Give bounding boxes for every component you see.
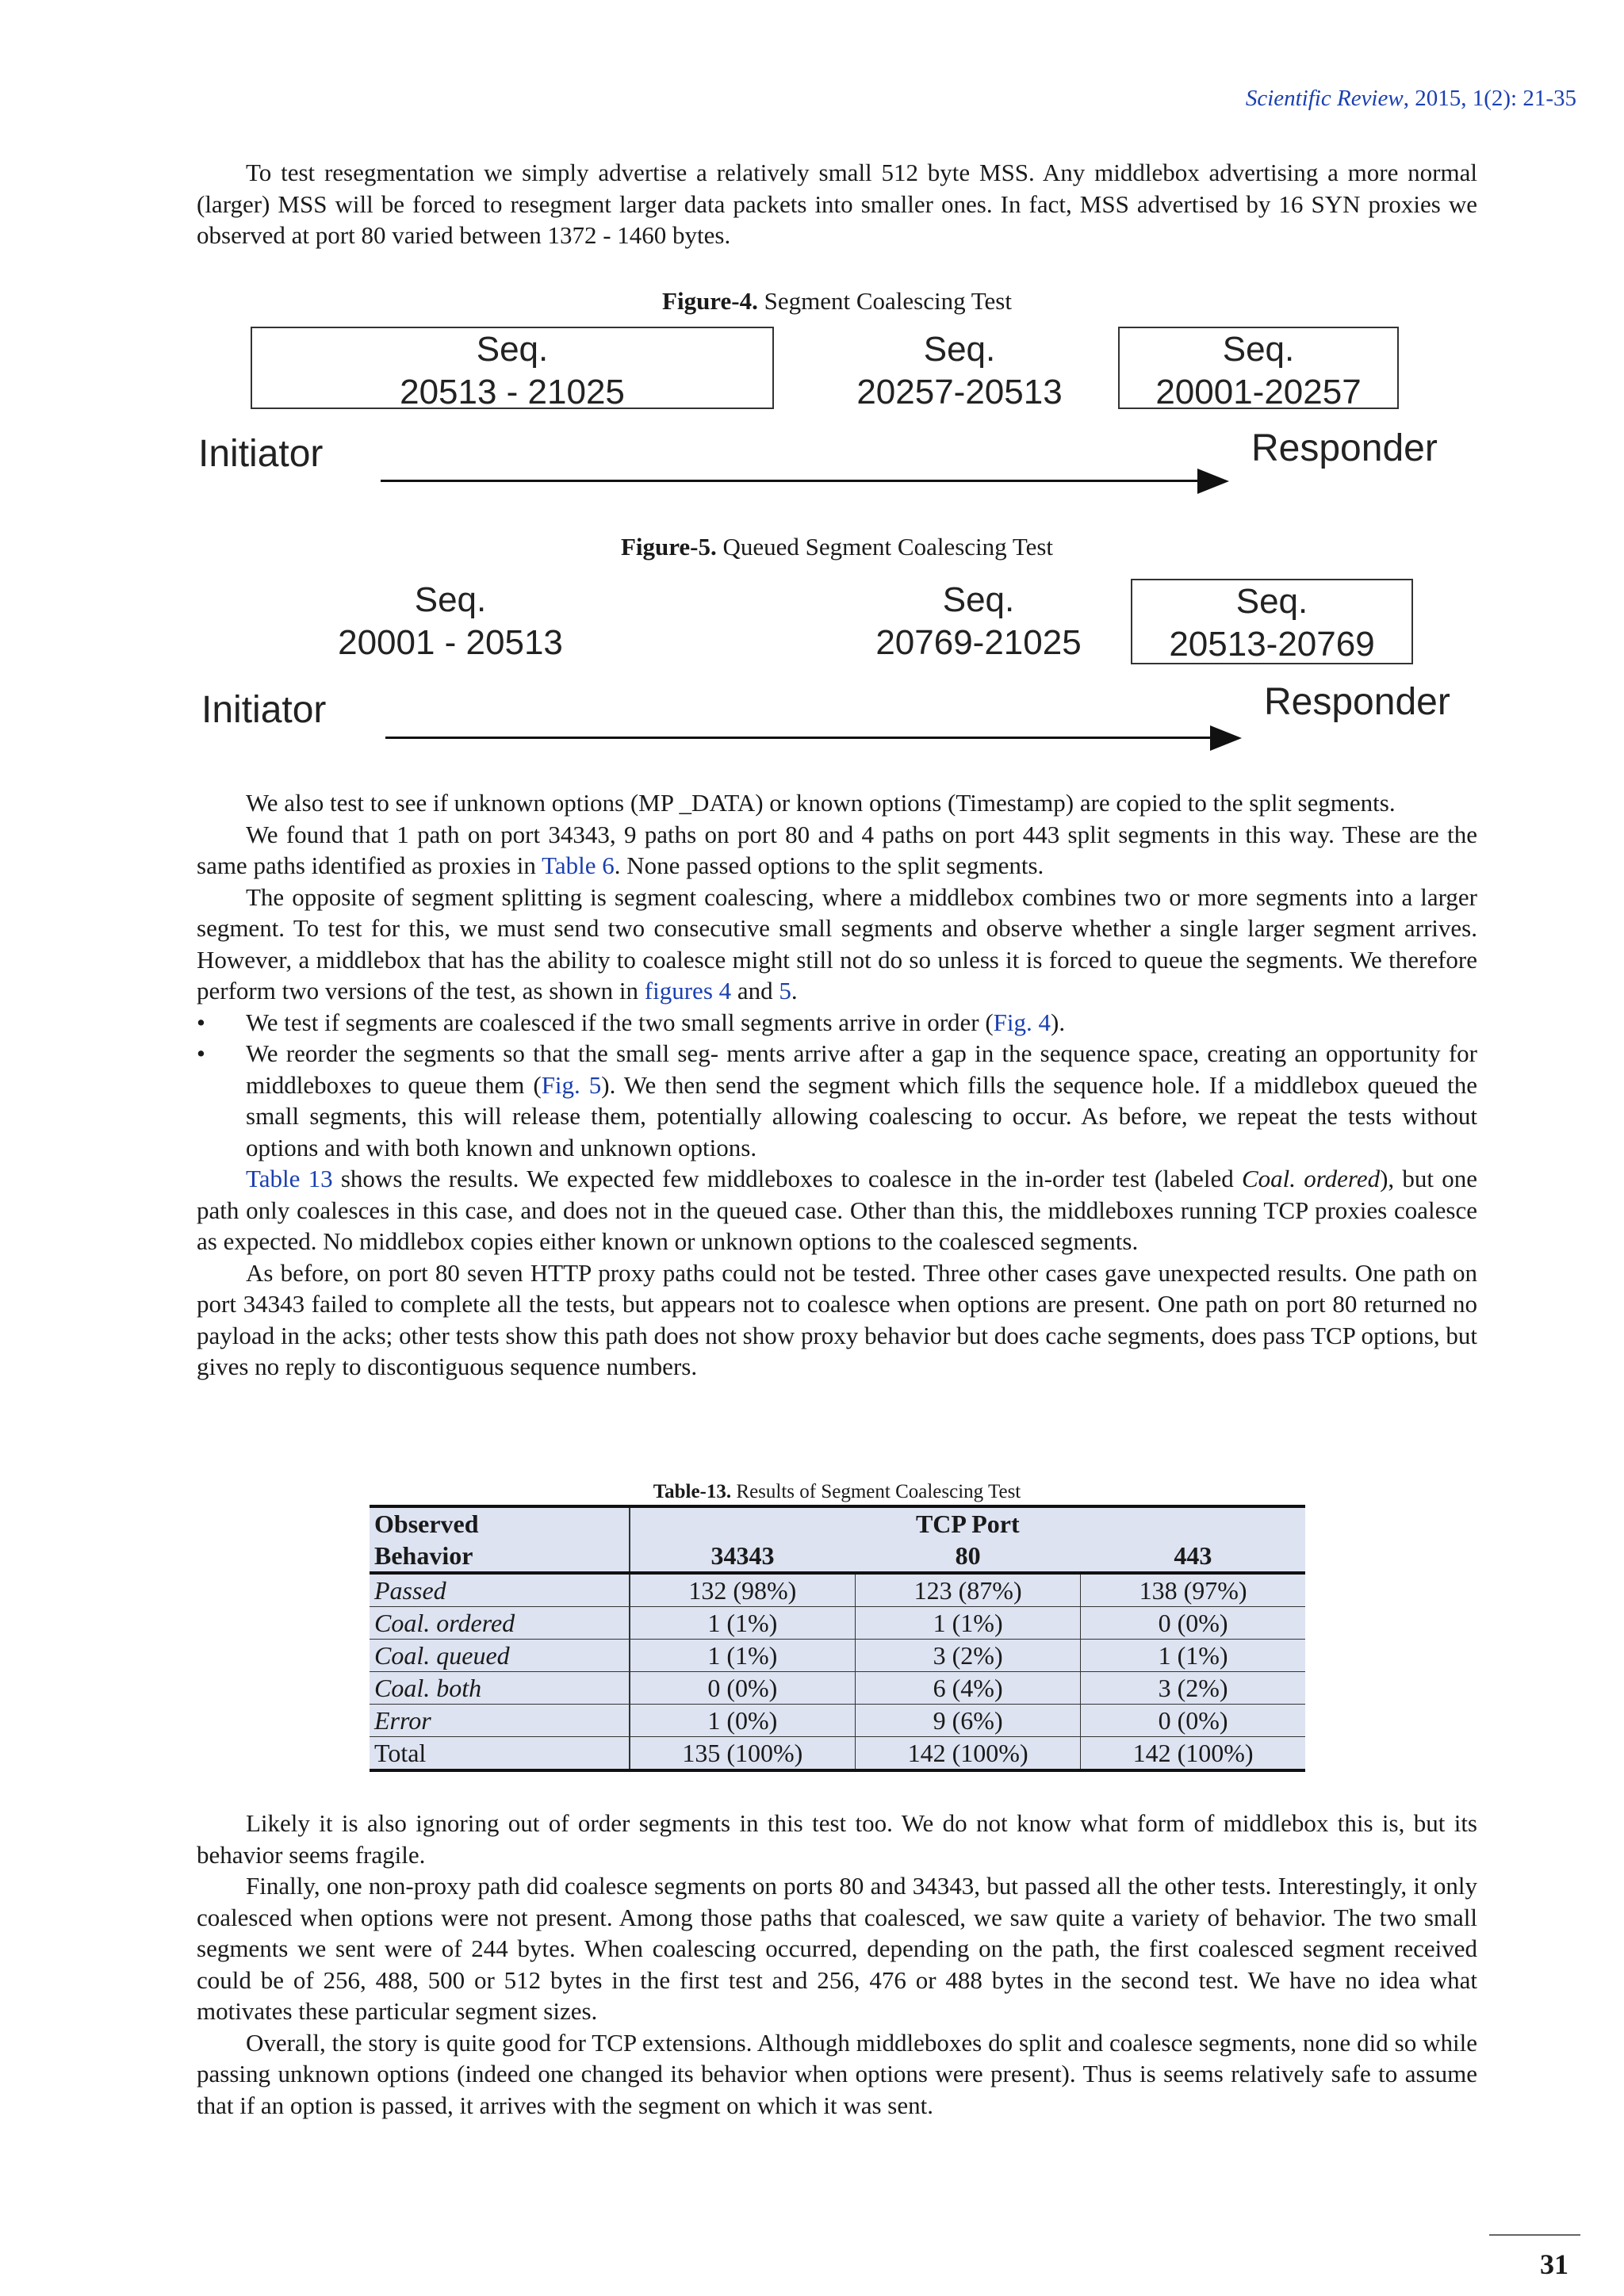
segment-seq-label: Seq. <box>923 330 996 369</box>
table-cell: 1 (1%) <box>1081 1640 1305 1672</box>
table-13-title: Results of Segment Coalescing Test <box>731 1481 1021 1502</box>
row-label: Coal. both <box>370 1672 630 1705</box>
journal-citation: , 2015, 1(2): 21-35 <box>1403 86 1576 111</box>
table-cell: 138 (97%) <box>1081 1573 1305 1607</box>
paragraph-non-proxy: Finally, one non-proxy path did coalesce segments on ports 80 and 34343, but passed all the other tests. Interestingly, it only coalesced when options were not present. Among those paths that coalesced, we saw quite a variety of behavior. The two small segments we sent were of 244 bytes. When coalescing occurred, depending on the path, the first coalesced segment received could be of 256, 488, 500 or 512 bytes in the first test and 256, 476 or 488 bytes in the second test. We have no idea what motivates these particular segment sizes. <box>197 1872 1477 2025</box>
paragraph-split-results <box>197 819 1477 882</box>
table-cell: 9 (6%) <box>856 1705 1081 1737</box>
footer-rule <box>1489 2234 1580 2236</box>
intro-block <box>197 157 1477 251</box>
paragraph-conclusion: Overall, the story is quite good for TCP extensions. Although middleboxes do split and coalesce segments, none did so while passing unknown options (indeed one changed its behavior when options were present). Thus is seems relatively safe to assume that if an option is passed, it arrives with the segment on which it was sent. <box>197 2028 1477 2119</box>
table-13-label: Table-13. <box>653 1481 732 1502</box>
paragraph-table-13-results <box>197 1163 1477 1257</box>
segment-seq-range: 20513-20769 <box>1169 625 1375 664</box>
table-13-link[interactable]: Table 13 <box>246 1165 333 1192</box>
figure-5-title: Queued Segment Coalescing Test <box>716 533 1054 561</box>
table-row <box>370 1672 1305 1705</box>
segment-seq-range: 20001 - 20513 <box>338 623 563 662</box>
column-header: 80 <box>856 1540 1081 1573</box>
header-behavior: Behavior <box>370 1540 630 1573</box>
journal-name[interactable]: Scientific Review <box>1245 86 1404 111</box>
paragraph-resegmentation: To test resegmentation we simply advertise a relatively small 512 byte MSS. Any middlebox advertising a more normal (larger) MSS will be forced to resegment larger data packets into smaller ones. In fact, MSS advertised by 16 SYN proxies we observed at port 80 varied between 1372 - 1460 bytes. <box>197 159 1477 249</box>
figure-5-diagram <box>197 577 1477 760</box>
table-cell: 0 (0%) <box>630 1672 856 1705</box>
figure-5-segment-2 <box>812 579 1145 662</box>
segment-seq-range: 20769-21025 <box>875 623 1082 662</box>
text-run: . <box>791 977 798 1004</box>
figure-5-caption <box>197 533 1477 561</box>
responder-label: Responder <box>1264 681 1450 723</box>
fig-5-link[interactable]: Fig. 5 <box>541 1070 602 1099</box>
table-cell: 0 (0%) <box>1081 1705 1305 1737</box>
text-run: and <box>731 977 779 1004</box>
segment-seq-label: Seq. <box>1222 330 1295 369</box>
row-label: Total <box>370 1737 630 1771</box>
closing-text-block <box>197 1808 1477 2121</box>
italic-term: Coal. ordered <box>1241 1165 1381 1192</box>
table-cell: 6 (4%) <box>856 1672 1081 1705</box>
segment-seq-range: 20001-20257 <box>1155 373 1362 411</box>
figure-4-link[interactable]: figures 4 <box>644 977 732 1004</box>
text-run: We test if segments are coalesced if the two small segments arrive in order ( <box>246 1008 994 1036</box>
text-run: We reorder the segments so that the small seg- ments arrive after a gap in the sequence space, creating an opportunity for middleboxes to queue them ( <box>246 1039 1477 1099</box>
list-item <box>197 1007 1477 1039</box>
figure-4-segment-3 <box>1118 327 1399 409</box>
header-observed: Observed <box>370 1506 630 1540</box>
page-number: 31 <box>1540 2248 1568 2280</box>
table-row <box>370 1640 1305 1672</box>
table-cell: 1 (1%) <box>630 1640 856 1672</box>
figure-4-segment-1 <box>251 327 774 409</box>
figure-4-segment-2 <box>793 328 1126 411</box>
text-run: We found that 1 path on port 34343, 9 paths on port 80 and 4 paths on port 443 split segments in this way. These are the same paths identified as proxies in <box>197 820 1477 879</box>
running-header <box>1246 86 1576 112</box>
figure-5-segment-3 <box>1131 579 1413 664</box>
table-cell: 142 (100%) <box>1081 1737 1305 1771</box>
list-item <box>197 1038 1477 1163</box>
figure-4-diagram <box>197 325 1477 499</box>
test-variants-list <box>197 1007 1477 1164</box>
table-cell: 3 (2%) <box>856 1640 1081 1672</box>
text-run: ). <box>1051 1008 1066 1036</box>
figure-4-label: Figure-4. <box>662 287 758 315</box>
row-label: Coal. ordered <box>370 1607 630 1640</box>
text-run: shows the results. We expected few middleboxes to coalesce in the in-order test (labeled <box>332 1165 1242 1192</box>
text-run: ), but one path only coalesces in this case, and does not in the queued case. Other than this, the middleboxes running TCP proxies coalesce as expected. No middlebox copies either known or unknown options to the coalesced segments. <box>197 1165 1477 1255</box>
row-label: Error <box>370 1705 630 1737</box>
table-cell: 1 (1%) <box>630 1607 856 1640</box>
text-run: . None passed options to the split segments. <box>614 851 1044 879</box>
arrow-head-icon <box>1197 469 1229 494</box>
table-cell: 123 (87%) <box>856 1573 1081 1607</box>
fig-4-link[interactable]: Fig. 4 <box>993 1008 1051 1036</box>
table-total-row <box>370 1737 1305 1771</box>
table-cell: 3 (2%) <box>1081 1672 1305 1705</box>
row-label: Passed <box>370 1573 630 1607</box>
segment-seq-label: Seq. <box>414 580 487 619</box>
table-cell: 132 (98%) <box>630 1573 856 1607</box>
table-cell: 0 (0%) <box>1081 1607 1305 1640</box>
figure-5-segment-1 <box>284 579 617 662</box>
figure-4-title: Segment Coalescing Test <box>757 287 1012 315</box>
paragraph-coalescing <box>197 882 1477 1007</box>
initiator-label: Initiator <box>198 433 324 475</box>
figure-5-link[interactable]: 5 <box>779 977 791 1004</box>
table-cell: 142 (100%) <box>856 1737 1081 1771</box>
column-header: 34343 <box>630 1540 856 1573</box>
column-header: 443 <box>1081 1540 1305 1573</box>
table-13 <box>370 1505 1305 1772</box>
paragraph-fragile: Likely it is also ignoring out of order segments in this test too. We do not know what form of middlebox this is, but its behavior seems fragile. <box>197 1809 1477 1869</box>
figure-5-label: Figure-5. <box>620 533 717 561</box>
header-tcp-port: TCP Port <box>630 1506 1305 1540</box>
segment-seq-range: 20257-20513 <box>856 373 1063 411</box>
paragraph-unexpected-results: As before, on port 80 seven HTTP proxy paths could not be tested. Three other cases gave unexpected results. One path on port 34343 failed to complete all the tests, but appears not to coalesce when options are present. One path on port 80 returned no payload in the acks; other tests show this path does not show proxy behavior but does cache segments, does pass TCP options, but gives no reply to discontiguous sequence numbers. <box>197 1258 1477 1380</box>
table-6-link[interactable]: Table 6 <box>542 851 615 879</box>
arrow-head-icon <box>1210 725 1242 751</box>
table-row <box>370 1607 1305 1640</box>
paragraph-options-copied: We also test to see if unknown options (MP _DATA) or known options (Timestamp) are copied to the split segments. <box>246 789 1396 817</box>
table-row <box>370 1573 1305 1607</box>
table-cell: 135 (100%) <box>630 1737 856 1771</box>
table-cell: 1 (0%) <box>630 1705 856 1737</box>
arrow-line <box>385 737 1234 739</box>
row-label: Coal. queued <box>370 1640 630 1672</box>
table-cell: 1 (1%) <box>856 1607 1081 1640</box>
responder-label: Responder <box>1251 427 1438 469</box>
table-row <box>370 1705 1305 1737</box>
text-run: ). We then send the segment which fills the sequence hole. If a middlebox queued the small segments, this will release them, potentially allowing coalescing to occur. As before, we repeat the tests without options and with both known and unknown options. <box>246 1070 1477 1161</box>
segment-seq-label: Seq. <box>942 580 1015 619</box>
segment-seq-label: Seq. <box>476 330 549 369</box>
segment-seq-range: 20513 - 21025 <box>400 373 625 411</box>
table-13-caption <box>197 1481 1477 1503</box>
initiator-label: Initiator <box>201 689 327 731</box>
main-text-block <box>197 787 1477 1383</box>
segment-seq-label: Seq. <box>1235 582 1308 621</box>
text-run: The opposite of segment splitting is segment coalescing, where a middlebox combines two or more segments into a larger segment. To test for this, we must send two consecutive small segments and observe whether a single larger segment arrives. However, a middlebox that has the ability to coalesce might still not do so unless it is forced to queue the segments. We therefore perform two versions of the test, as shown in <box>197 882 1477 1004</box>
arrow-line <box>381 480 1221 482</box>
figure-4-caption <box>197 287 1477 316</box>
